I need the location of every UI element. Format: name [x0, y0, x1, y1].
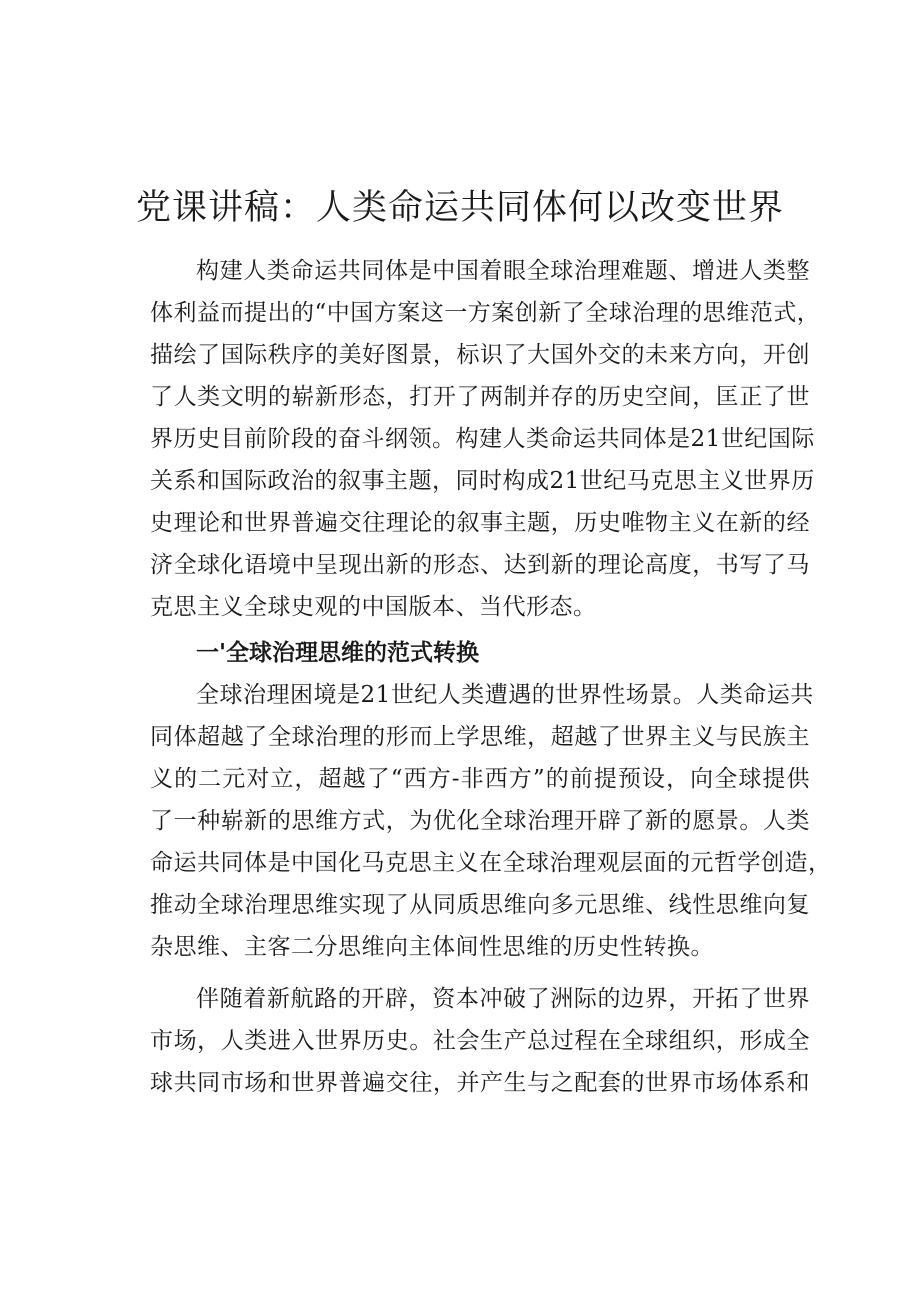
text-line: 推动全球治理思维实现了从同质思维向多元思维、线性思维向复 — [150, 892, 810, 918]
paragraph-gap — [150, 968, 810, 978]
text-line: 命运共同体是中国化马克思主义在全球治理观层面的元哲学创造， — [150, 850, 832, 876]
text-line: 界历史目前阶段的奋斗纲领。构建人类命运共同体是21世纪国际 — [150, 426, 815, 452]
text-line: 构建人类命运共同体是中国着眼全球治理难题、增进人类整 — [196, 258, 810, 284]
text-line: 同体超越了全球治理的形而上学思维，超越了世界主义与民族主 — [150, 724, 810, 750]
text-line: 伴随着新航路的开辟，资本冲破了洲际的边界，开拓了世界 — [196, 986, 810, 1012]
paragraph-intro — [150, 250, 821, 628]
text-line: 杂思维、主客二分思维向主体间性思维的历史性转换。 — [150, 934, 714, 960]
text-line: 球共同市场和世界普遍交往，并产生与之配套的世界市场体系和 — [150, 1070, 810, 1096]
paragraph-global-governance — [150, 674, 832, 968]
paragraph-world-market — [150, 978, 810, 1104]
text-line: 关系和国际政治的叙事主题，同时构成21世纪马克思主义世界历 — [150, 468, 815, 494]
document-body — [150, 250, 832, 1104]
section-heading: 一'全球治理思维的范式转换 — [196, 640, 480, 666]
text-line: 济全球化语境中呈现出新的形态、达到新的理论高度，书写了马 — [150, 552, 810, 578]
text-line: 全球治理困境是21世纪人类遭遇的世界性场景。人类命运共 — [196, 682, 814, 708]
text-line: 市场，人类进入世界历史。社会生产总过程在全球组织，形成全 — [150, 1028, 810, 1054]
text-line: 描绘了国际秩序的美好图景，标识了大国外交的未来方向，开创 — [150, 342, 810, 368]
text-line: 了人类文明的崭新形态，打开了两制并存的历史空间，匡正了世 — [150, 384, 810, 410]
text-line: 体利益而提出的“中国方案这一方案创新了全球治理的思维范式， — [150, 300, 821, 326]
document-title: 党课讲稿：人类命运共同体何以改变世界 — [135, 188, 784, 229]
text-line: 了一种崭新的思维方式，为优化全球治理开辟了新的愿景。人类 — [150, 808, 810, 834]
text-line: 克思主义全球史观的中国版本、当代形态。 — [150, 594, 597, 620]
text-line: 史理论和世界普遍交往理论的叙事主题，历史唯物主义在新的经 — [150, 510, 810, 536]
text-line: 义的二元对立，超越了“西方-非西方”的前提预设，向全球提供 — [150, 766, 810, 792]
